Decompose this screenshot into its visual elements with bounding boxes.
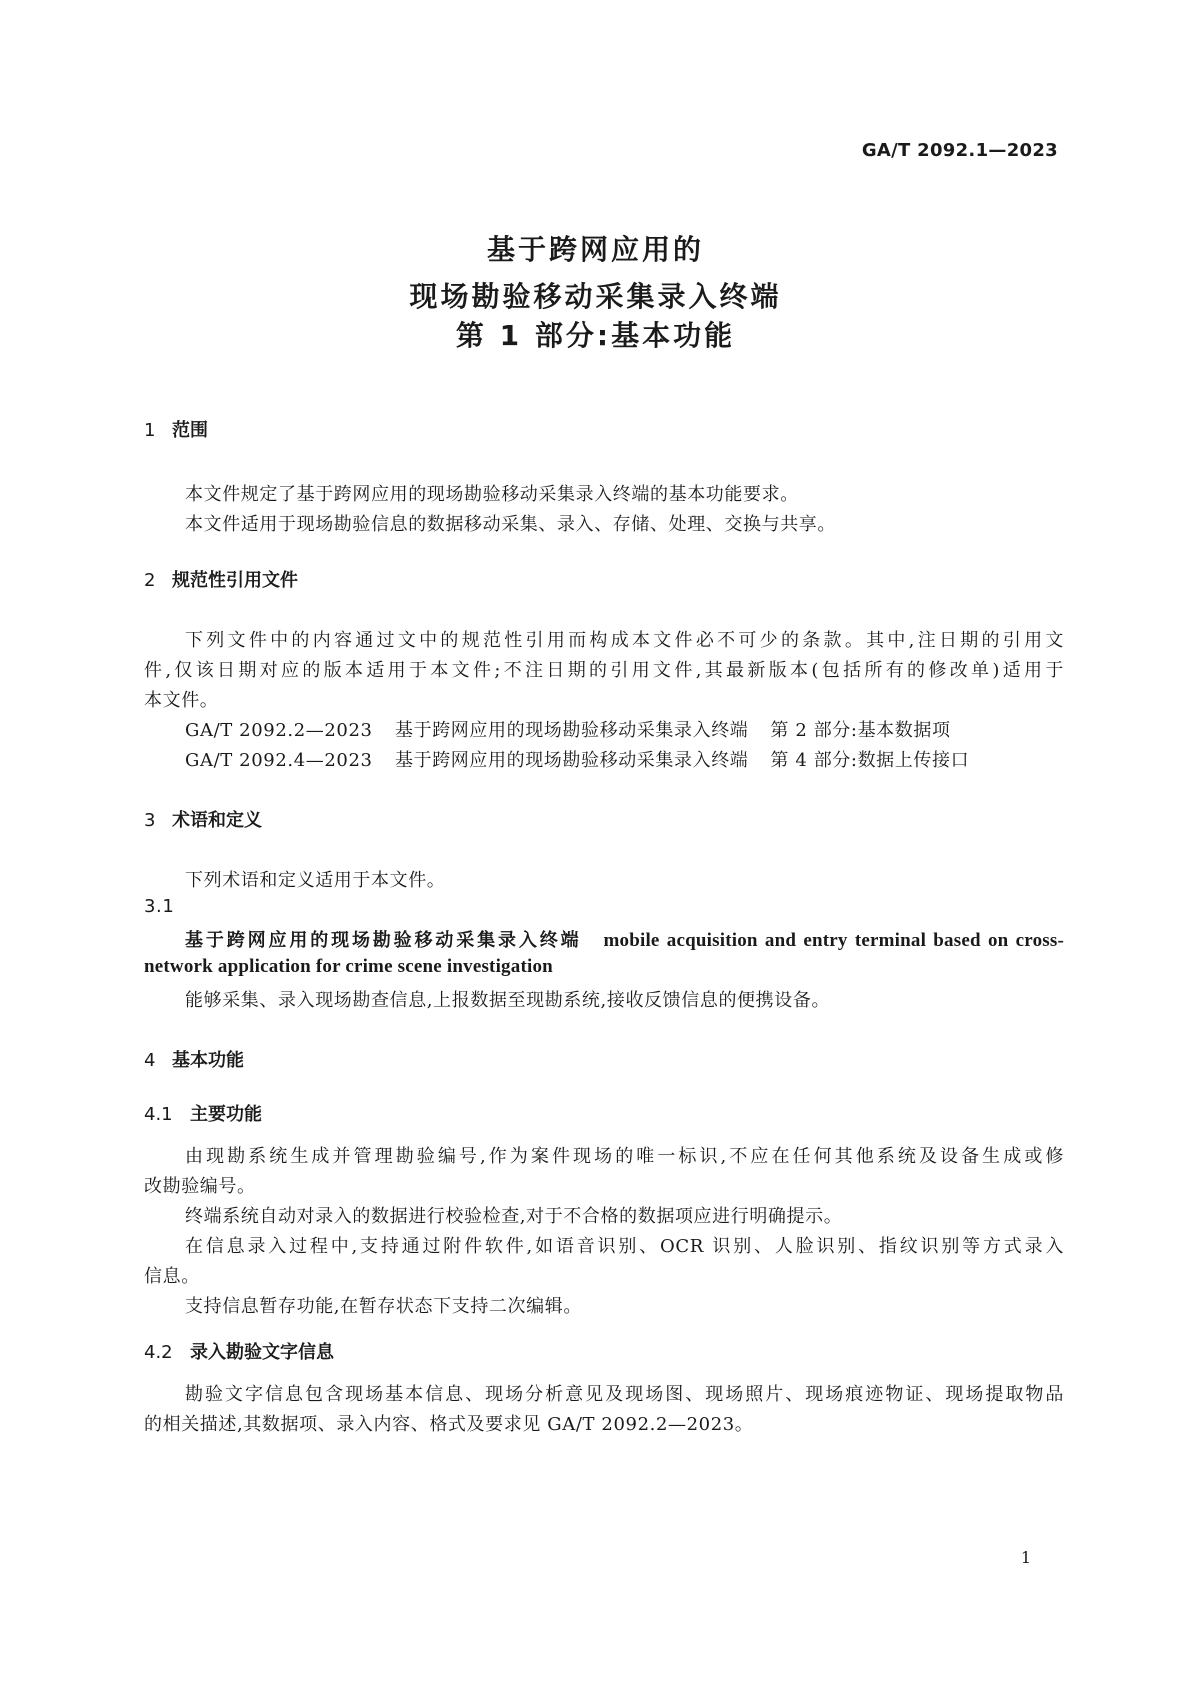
reference-code: GA/T 2092.4—2023 — [185, 750, 373, 771]
section-title: 术语和定义 — [172, 810, 262, 831]
title-line-2: 现场勘验移动采集录入终端 — [409, 280, 782, 313]
reference-item — [185, 746, 969, 772]
paragraph-line: 在信息录入过程中,支持通过附件软件,如语音识别、OCR 识别、人脸识别、指纹识别等方式录入 — [185, 1236, 1064, 1257]
document-id: GA/T 2092.1—2023 — [861, 140, 1058, 161]
subsection-4-2-heading — [144, 1338, 334, 1364]
term-chinese: 基于跨网应用的现场勘验移动采集录入终端 — [185, 930, 582, 951]
title-line-3: 第 1 部分:基本功能 — [455, 319, 736, 352]
paragraph-line: 由现勘系统生成并管理勘验编号,作为案件现场的唯一标识,不应在任何其他系统及设备生成或修 — [185, 1146, 1064, 1167]
paragraph: 支持信息暂存功能,在暂存状态下支持二次编辑。 — [185, 1296, 582, 1317]
section-title: 规范性引用文件 — [172, 570, 298, 591]
section-number: 4 — [144, 1050, 156, 1071]
reference-code: GA/T 2092.2—2023 — [185, 720, 373, 741]
section-4-heading — [144, 1046, 244, 1072]
paragraph-line: 下列文件中的内容通过文中的规范性引用而构成本文件必不可少的条款。其中,注日期的引用文 — [185, 630, 1064, 651]
section-1-heading — [144, 416, 208, 442]
paragraph: 终端系统自动对录入的数据进行校验检查,对于不合格的数据项应进行明确提示。 — [185, 1206, 843, 1227]
paragraph: 本文件规定了基于跨网应用的现场勘验移动采集录入终端的基本功能要求。 — [185, 484, 799, 505]
paragraph-line: 的相关描述,其数据项、录入内容、格式及要求见 GA/T 2092.2—2023。 — [144, 1414, 754, 1435]
paragraph-line: 件,仅该日期对应的版本适用于本文件;不注日期的引用文件,其最新版本(包括所有的修改单)适用于 — [144, 660, 1064, 681]
title-line-1: 基于跨网应用的 — [486, 233, 704, 266]
page-number: 1 — [1020, 1548, 1031, 1567]
section-2-heading — [144, 566, 298, 592]
paragraph-line: 勘验文字信息包含现场基本信息、现场分析意见及现场图、现场照片、现场痕迹物证、现场提取物品 — [185, 1384, 1064, 1405]
reference-part: 第 4 部分:数据上传接口 — [770, 750, 970, 771]
term-number: 3.1 — [144, 896, 175, 917]
paragraph-line: 改勘验编号。 — [144, 1176, 256, 1197]
reference-title: 基于跨网应用的现场勘验移动采集录入终端 — [395, 750, 749, 771]
section-3-heading — [144, 806, 262, 832]
section-number: 3 — [144, 810, 156, 831]
paragraph-line: 本文件。 — [144, 690, 219, 711]
paragraph: 下列术语和定义适用于本文件。 — [185, 870, 446, 891]
reference-item — [185, 716, 951, 742]
section-title: 范围 — [172, 420, 208, 441]
section-number: 1 — [144, 420, 156, 441]
term-definition: 能够采集、录入现场勘查信息,上报数据至现勘系统,接收反馈信息的便携设备。 — [185, 990, 831, 1011]
subsection-title: 录入勘验文字信息 — [190, 1342, 334, 1363]
subsection-number: 4.1 — [144, 1104, 173, 1125]
section-number: 2 — [144, 570, 156, 591]
reference-title: 基于跨网应用的现场勘验移动采集录入终端 — [395, 720, 749, 741]
paragraph-line: 信息。 — [144, 1266, 200, 1287]
subsection-title: 主要功能 — [190, 1104, 262, 1125]
subsection-4-1-heading — [144, 1100, 262, 1126]
term-line — [185, 926, 1064, 952]
paragraph: 本文件适用于现场勘验信息的数据移动采集、录入、存储、处理、交换与共享。 — [185, 514, 836, 535]
subsection-number: 4.2 — [144, 1342, 173, 1363]
term-english-part-1: mobile acquisition and entry terminal based on cross- — [603, 930, 1064, 951]
reference-part: 第 2 部分:基本数据项 — [770, 720, 951, 741]
term-english-part-2: network application for crime scene investigation — [144, 956, 553, 977]
section-title: 基本功能 — [172, 1050, 244, 1071]
